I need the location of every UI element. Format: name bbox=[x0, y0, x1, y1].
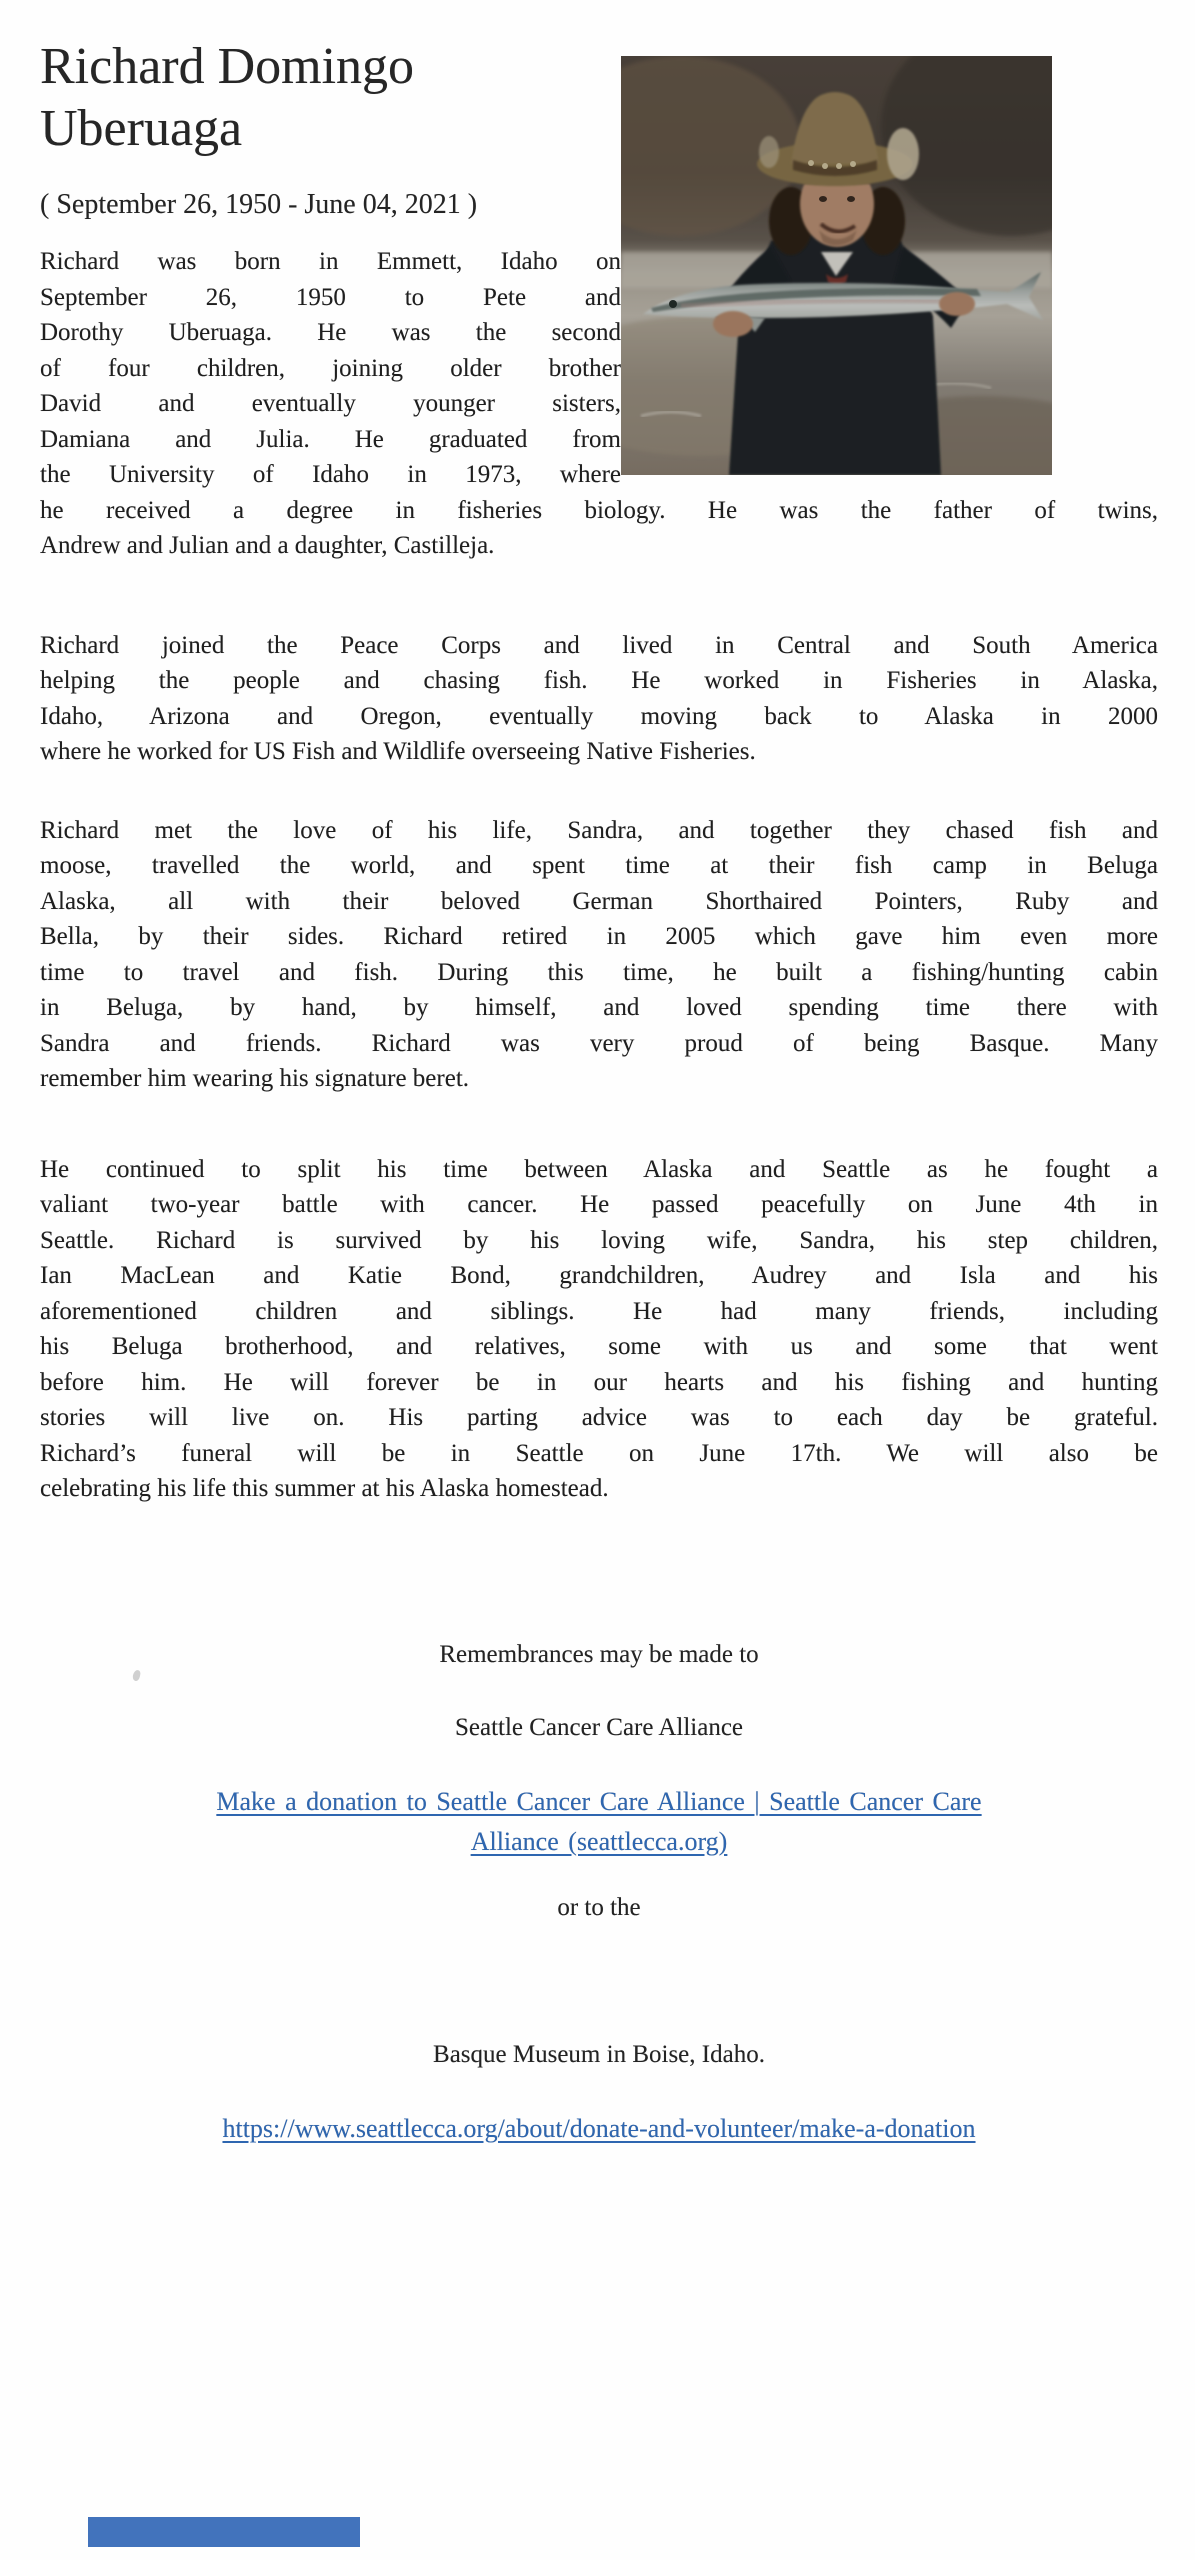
text-line: Damiana and Julia. He graduated from bbox=[40, 425, 621, 453]
text-line: Andrew and Julian and a daughter, Castilleja. bbox=[40, 532, 495, 559]
text-line: time to travel and fish. During this time, he built a fishing/hunting cabin bbox=[40, 958, 1158, 986]
text-line: celebrating his life this summer at his Alaska homestead. bbox=[40, 1475, 609, 1502]
scan-artifact-mark bbox=[132, 1669, 141, 1681]
text-line: helping the people and chasing fish. He worked in Fisheries in Alaska, bbox=[40, 667, 1158, 694]
life-dates: ( September 26, 1950 - June 04, 2021 ) bbox=[40, 189, 478, 220]
bottom-blue-bar[interactable] bbox=[88, 2517, 360, 2547]
donation-url-line bbox=[40, 2111, 1158, 2147]
obituary-photo bbox=[621, 56, 1052, 475]
text-line: the University of Idaho in 1973, where bbox=[40, 461, 621, 488]
text-line: stories will live on. His parting advice was to each day be grateful. bbox=[40, 1404, 1158, 1431]
paragraph-family-life bbox=[40, 813, 1158, 1097]
text-line: he received a degree in fisheries biology. He was the father of twins, bbox=[40, 496, 1158, 524]
text-line: before him. He will forever be in our hearts and his fishing and hunting bbox=[40, 1368, 1158, 1396]
donation-link-scca bbox=[40, 1782, 1158, 1862]
text-line: aforementioned children and siblings. He had many friends, including bbox=[40, 1297, 1158, 1325]
text-line: moose, travelled the world, and spent time at their fish camp in Beluga bbox=[40, 852, 1158, 879]
paragraph-passing bbox=[40, 1152, 1158, 1507]
photo-container bbox=[621, 56, 1158, 475]
text-line: his Beluga brotherhood, and relatives, some with us and some that went bbox=[40, 1333, 1158, 1360]
text-line: where he worked for US Fish and Wildlife overseeing Native Fisheries. bbox=[40, 738, 756, 765]
text-line: remember him wearing his signature beret. bbox=[40, 1065, 470, 1092]
text-line: Idaho, Arizona and Oregon, eventually moving back to Alaska in 2000 bbox=[40, 702, 1158, 730]
remembrances-intro: Remembrances may be made to bbox=[439, 1640, 759, 1668]
text-line: Alaska, all with their beloved German Shorthaired Pointers, Ruby and bbox=[40, 887, 1158, 915]
text-line: Ian MacLean and Katie Bond, grandchildren, Audrey and Isla and his bbox=[40, 1262, 1158, 1289]
text-line: Sandra and friends. Richard was very proud of being Basque. Many bbox=[40, 1029, 1158, 1057]
text-line: Richard joined the Peace Corps and lived in Central and South America bbox=[40, 631, 1158, 659]
text-line: He continued to split his time between Alaska and Seattle as he fought a bbox=[40, 1155, 1158, 1183]
paragraph-career bbox=[40, 628, 1158, 770]
text-line: September 26, 1950 to Pete and bbox=[40, 283, 621, 311]
text-line: Richard was born in Emmett, Idaho on bbox=[40, 248, 621, 275]
text-line: David and eventually younger sisters, bbox=[40, 390, 621, 417]
text-line: Dorothy Uberuaga. He was the second bbox=[40, 319, 621, 346]
donation-link-line-2[interactable]: Alliance (seattlecca.org) bbox=[470, 1826, 728, 1856]
or-to-the-text: or to the bbox=[557, 1893, 641, 1921]
donation-link-line-1[interactable]: Make a donation to Seattle Cancer Care Alliance | Seattle Cancer Care bbox=[216, 1786, 982, 1816]
org-seattle-cancer-care: Seattle Cancer Care Alliance bbox=[454, 1714, 744, 1741]
donation-url-anchor[interactable]: https://www.seattlecca.org/about/donate-and-volunteer/make-a-donation bbox=[222, 2113, 976, 2143]
title-line-2: Uberuaga bbox=[40, 100, 243, 157]
text-line: Richard met the love of his life, Sandra, and together they chased fish and bbox=[40, 816, 1158, 844]
org-basque-museum: Basque Museum in Boise, Idaho. bbox=[433, 2041, 765, 2068]
title-line-1: Richard Domingo bbox=[40, 38, 415, 95]
text-line: valiant two-year battle with cancer. He passed peacefully on June 4th in bbox=[40, 1191, 1158, 1218]
text-line: Bella, by their sides. Richard retired in 2005 which gave him even more bbox=[40, 923, 1158, 950]
text-line: Seattle. Richard is survived by his loving wife, Sandra, his step children, bbox=[40, 1226, 1158, 1254]
text-line: Richard’s funeral will be in Seattle on June 17th. We will also be bbox=[40, 1439, 1158, 1467]
donation-link-scca-anchor[interactable] bbox=[216, 1787, 981, 1856]
text-line: of four children, joining older brother bbox=[40, 354, 621, 382]
text-line: in Beluga, by hand, by himself, and loved spending time there with bbox=[40, 994, 1158, 1021]
